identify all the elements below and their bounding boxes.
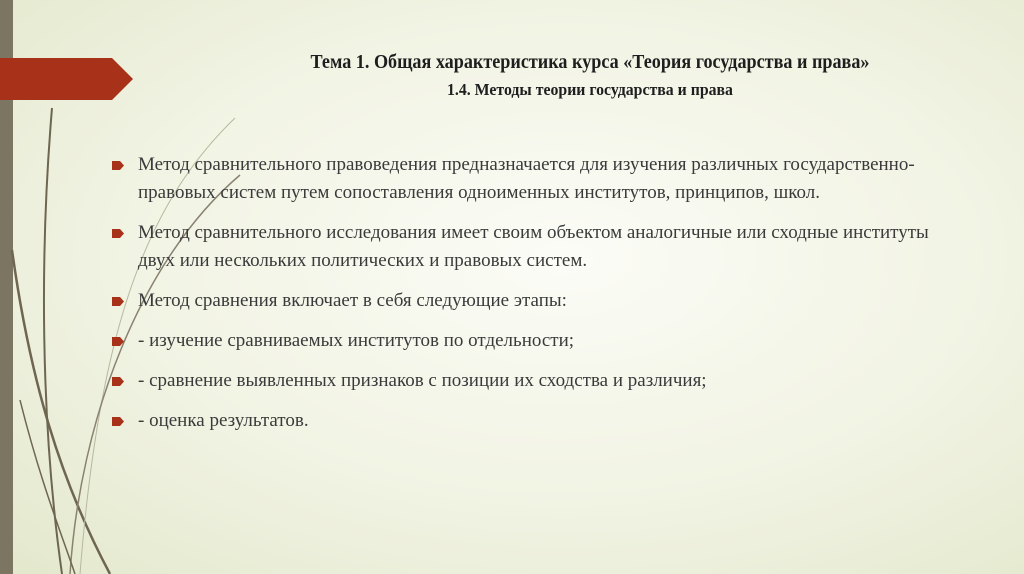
list-item [112,219,942,275]
bullet-arrow-icon [112,229,124,238]
slide-subtitle: 1.4. Методы теории государства и права [447,80,733,99]
bullet-arrow-icon [112,161,124,170]
list-item [112,367,942,395]
bullet-arrow-icon [112,297,124,306]
list-item-text: Метод сравнения включает в себя следующие этапы: [138,290,567,311]
bullet-list [112,151,942,447]
bullet-arrow-icon [112,417,124,426]
list-item [112,151,942,207]
bullet-arrow-icon [112,377,124,386]
list-item-text: Метод сравнительного правоведения предназначается для изучения различных государственно-правовых систем путем сопоставления одноименных институтов, принципов, школ. [138,154,915,203]
list-item-text: - сравнение выявленных признаков с позиции их сходства и различия; [138,370,707,391]
slide-title: Тема 1. Общая характеристика курса «Теория государства и права» [310,52,870,73]
list-item-text: - оценка результатов. [138,410,309,431]
list-item [112,327,942,355]
bullet-arrow-icon [112,337,124,346]
slide-header [240,52,940,100]
list-item [112,287,942,315]
list-item-text: - изучение сравниваемых институтов по отдельности; [138,330,575,351]
list-item-text: Метод сравнительного исследования имеет своим объектом аналогичные или сходные институты двух или нескольких политических и правовых систем. [138,222,929,271]
title-arrow-shape [0,58,134,102]
list-item [112,407,942,435]
